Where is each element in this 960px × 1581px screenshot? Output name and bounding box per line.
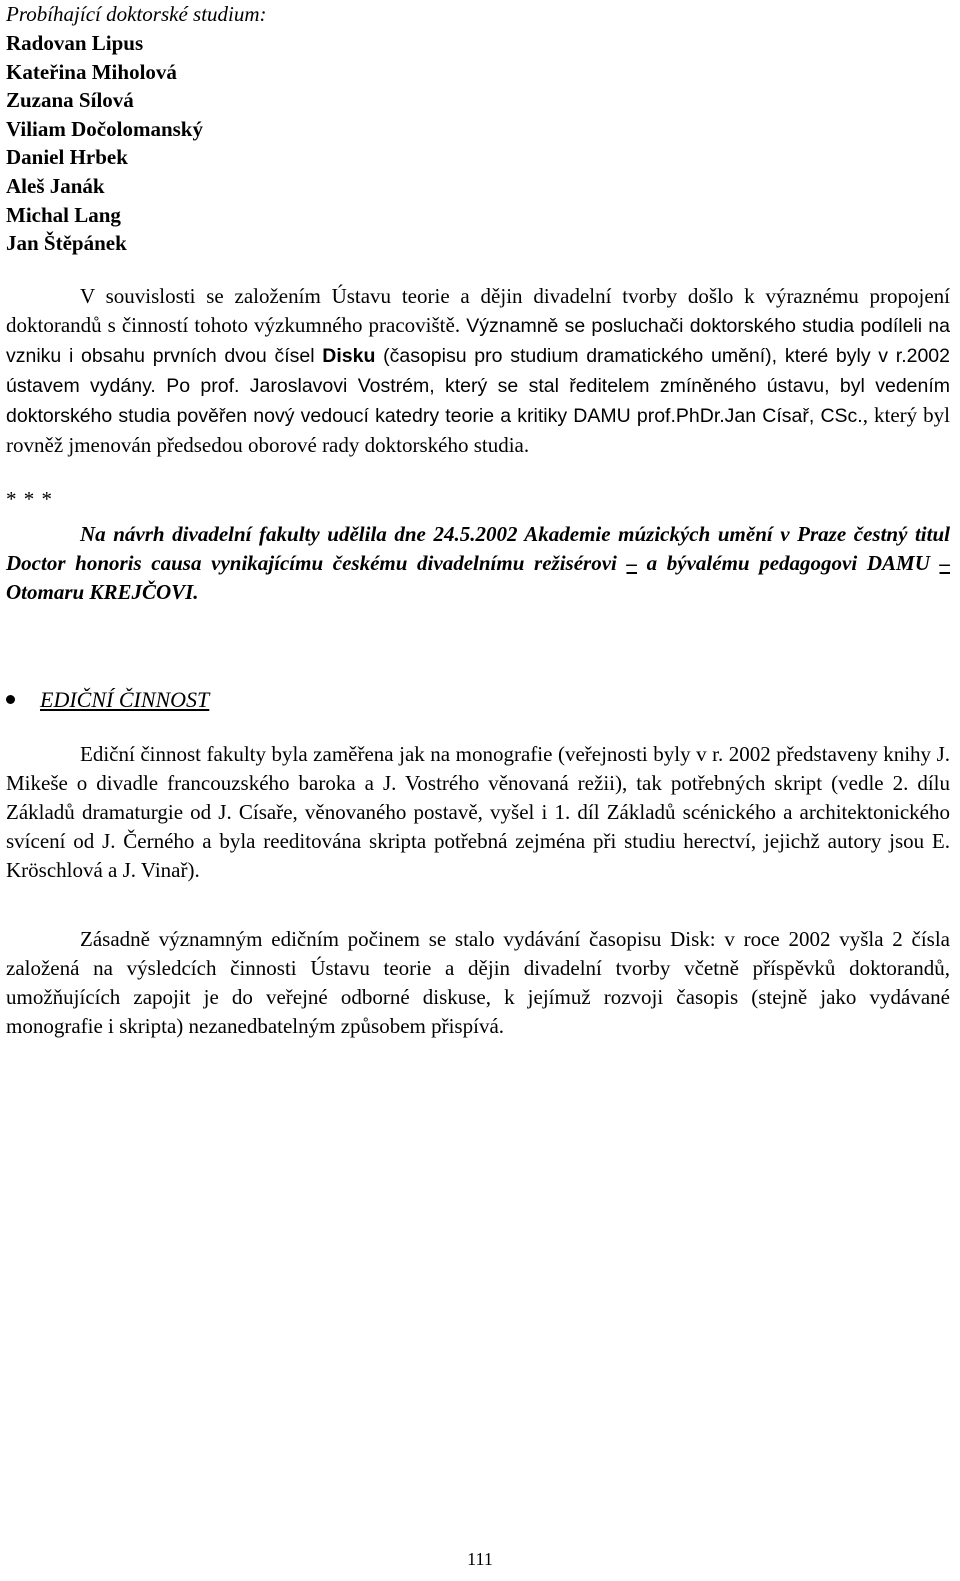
award-paragraph <box>6 520 950 607</box>
para1-sentence-3: (časopisu pro studium dramatického umění), které byly v r.2002 ústavem vydány. <box>6 344 950 397</box>
student-list <box>6 29 950 258</box>
award-dash: – <box>626 550 637 575</box>
para1-sentence-5: Jaroslavovi Vostrém, který se stal ředitelem zmíněného ústavu, byl vedením doktorského studia pověřen nový vedoucí katedry teorie a kritiky DAMU prof.PhDr.Jan Císař, CSc. <box>6 374 951 427</box>
disk-paragraph: Zásadně významným edičním počinem se stalo vydávání časopisu Disk: v roce 2002 vyšla 2 čísla založená na výsledcích činnosti Ústavu teorie a dějin divadelní tvorby včetně příspěvků doktorandů, umožňujících zapojit je do veřejné odborné diskuse, k jejímuž rozvoji časopis (stejně jako vydávané monografie i skripta) nezanedbatelným způsobem přispívá. <box>6 926 950 1038</box>
award-text-3: Otomaru KREJČOVI. <box>6 579 199 604</box>
para1-sentence-2: Významně se posluchači doktorského studia podíleli na vzniku i obsahu prvních dvou čísel <box>6 314 950 367</box>
student-name: Viliam Dočolomanský <box>6 116 203 141</box>
student-name: Jan Štěpánek <box>6 231 127 256</box>
para1-sentence-4: Po prof. <box>155 374 240 397</box>
students-label: Probíhající doktorské studium: <box>6 2 267 26</box>
award-text-1: Na návrh divadelní fakulty udělila dne 24.5.2002 Akademie múzických umění v Praze čestný titul Doctor honoris causa vynikajícímu českému divadelnímu režisérovi <box>6 521 950 575</box>
award-dash-2: – <box>939 550 950 575</box>
doctoral-paragraph <box>6 282 950 460</box>
student-name: Aleš Janák <box>6 173 105 198</box>
award-text-2: a bývalému pedagogovi DAMU <box>637 550 940 575</box>
bullet-icon <box>6 695 15 704</box>
disk-title: Disku <box>322 344 376 367</box>
separator: * * * <box>6 486 53 511</box>
page-number: 111 <box>467 1549 493 1569</box>
editorial-text: Ediční činnost fakulty byla zaměřena jak na monografie (veřejnosti byly v r. 2002 představeny knihy J. Mikeše o divadle francouzského baroka a J. Vostrého věnovaná režii), tak potřebných skript (vedle 2. dílu Základů dramaturgie od J. Císaře, věnovaného postavě, vyšel i 1. díl Základů scénického a architektonického svícení od J. Černého a byla reeditována skripta potřebná zejména při studiu herectví, jejichž autory jsou E. Kröschlová a J. Vinař). <box>6 741 950 882</box>
student-name: Kateřina Miholová <box>6 59 177 84</box>
para1-sentence-6: , který byl rovněž jmenován předsedou oborové rady doktorského studia. <box>6 402 950 457</box>
editorial-paragraph <box>6 740 950 885</box>
document-page <box>6 0 950 1041</box>
student-name: Michal Lang <box>6 202 121 227</box>
student-name: Radovan Lipus <box>6 31 144 55</box>
student-name: Daniel Hrbek <box>6 145 128 170</box>
para1-sentence-1: V souvislosti se založením Ústavu teorie a dějin divadelní tvorby došlo k výraznému propojení doktorandů s činností tohoto výzkumného pracoviště. <box>6 283 950 337</box>
section-heading: EDIČNÍ ČINNOST <box>40 686 210 712</box>
student-name: Zuzana Sílová <box>6 88 134 113</box>
section-heading-row <box>6 685 950 714</box>
